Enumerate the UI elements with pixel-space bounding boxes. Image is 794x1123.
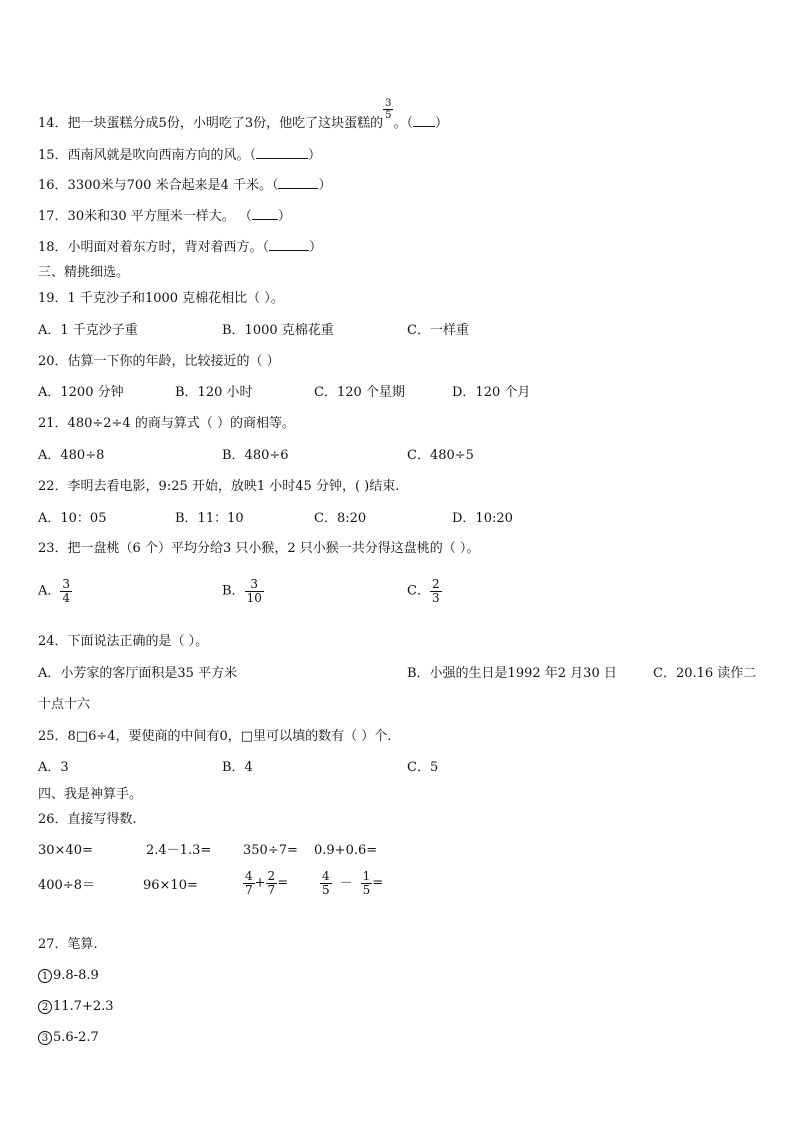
- calc-fraction-sum: [243, 870, 288, 897]
- option-24-b[interactable]: B．小强的生日是1992 年2 月30 日: [407, 666, 617, 681]
- written-calc-item-2: [38, 999, 114, 1015]
- question-15: [38, 147, 321, 164]
- option-20-d[interactable]: D．120 个月: [452, 385, 531, 400]
- paren-close: ）: [277, 209, 291, 224]
- option-19-c[interactable]: C．一样重: [407, 323, 469, 338]
- question-19-stem: 19．1 千克沙子和1000 克棉花相比（ ）。: [38, 291, 284, 306]
- calc-0.9+0.6: 0.9+0.6=: [314, 843, 378, 858]
- option-24-a[interactable]: A．小芳家的客厅面积是35 平方米: [38, 666, 238, 681]
- fraction-4-7: [243, 870, 255, 897]
- fraction-denominator: 5: [385, 110, 392, 121]
- question-27-stem: 27．笔算.: [38, 937, 98, 952]
- question-20-stem: 20．估算一下你的年龄，比较接近的（ ）: [38, 354, 280, 369]
- question-15-text: 15．西南风就是吹向西南方向的风。（: [38, 148, 257, 163]
- paren-close: ）: [434, 116, 448, 131]
- question-25-stem: 25．8□6÷4，要使商的中间有0，□里可以填的数有（ ）个.: [38, 729, 392, 744]
- fraction-3-5: [383, 98, 393, 121]
- option-19-a[interactable]: A．1 千克沙子重: [38, 323, 138, 338]
- option-19-b[interactable]: B．1000 克棉花重: [222, 323, 334, 338]
- option-24-c[interactable]: C．20.16 读作二: [653, 666, 757, 681]
- section-4-heading: 四、我是神算手。: [38, 787, 143, 802]
- equals-sign: =: [372, 875, 384, 891]
- option-20-a[interactable]: A．1200 分钟: [38, 385, 124, 400]
- written-calc-item-3: [38, 1030, 99, 1046]
- minus-operator: －: [339, 875, 353, 891]
- option-label: C．: [407, 583, 430, 599]
- question-23-stem: 23．把一盘桃（6 个）平均分给3 只小猴，2 只小猴一共分得这盘桃的（ ）。: [38, 541, 480, 556]
- fraction-denominator: 7: [245, 883, 253, 897]
- answer-blank-16[interactable]: [278, 177, 318, 189]
- option-23-a[interactable]: [38, 578, 72, 605]
- paren-close: ）: [309, 240, 323, 255]
- answer-blank-15[interactable]: [256, 147, 308, 159]
- fraction-numerator: 4: [245, 869, 253, 883]
- option-25-c[interactable]: C．5: [407, 760, 439, 775]
- fraction-2-7: [266, 870, 278, 897]
- question-18-text: 18．小明面对着东方时，背对着西方。（: [38, 240, 270, 255]
- equals-sign: =: [277, 875, 289, 891]
- paren-close: ）: [308, 148, 322, 163]
- question-18: [38, 239, 322, 256]
- fraction-denominator: 3: [431, 591, 440, 605]
- answer-blank-14[interactable]: [413, 115, 435, 127]
- calc-400div8: 400÷8＝: [38, 878, 95, 893]
- fraction-numerator: 3: [250, 577, 259, 591]
- option-20-b[interactable]: B．120 小时: [175, 385, 253, 400]
- fraction-denominator: 5: [322, 883, 330, 897]
- fraction-numerator: 2: [431, 577, 440, 591]
- option-22-d[interactable]: D．10:20: [452, 511, 513, 526]
- option-22-c[interactable]: C．8:20: [314, 511, 367, 526]
- calc-96x10: 96×10=: [143, 878, 198, 893]
- circled-number-1: 1: [38, 969, 52, 983]
- option-22-a[interactable]: A．10：05: [38, 511, 107, 526]
- option-23-b[interactable]: [222, 578, 264, 605]
- written-calc-expression: 5.6-2.7: [53, 1030, 99, 1045]
- fraction-3-4: [60, 578, 72, 605]
- question-17-text: 17．30米和30 平方厘米一样大。 （: [38, 209, 252, 224]
- question-24-stem: 24．下面说法正确的是（ ）。: [38, 634, 209, 649]
- written-calc-item-1: [38, 968, 99, 984]
- fraction-1-5: [361, 870, 373, 897]
- question-14-tail: 。（: [393, 116, 413, 131]
- question-26-stem: 26．直接写得数.: [38, 812, 137, 827]
- option-21-c[interactable]: C．480÷5: [407, 448, 474, 463]
- calc-fraction-difference: [320, 870, 383, 897]
- option-24-c-continued: 十点十六: [38, 697, 91, 712]
- written-calc-expression: 11.7+2.3: [53, 999, 114, 1014]
- answer-blank-18[interactable]: [269, 239, 309, 251]
- option-22-b[interactable]: B．11：10: [175, 511, 244, 526]
- fraction-denominator: 4: [62, 591, 71, 605]
- fraction-numerator: 1: [362, 869, 371, 883]
- fraction-3-10: [245, 578, 264, 605]
- option-25-a[interactable]: A．3: [38, 760, 69, 775]
- fraction-numerator: 4: [322, 869, 330, 883]
- calc-2.4-1.3: 2.4－1.3=: [146, 843, 212, 858]
- circled-number-3: 3: [38, 1031, 52, 1045]
- fraction-2-3: [430, 578, 442, 605]
- question-17: [38, 208, 291, 225]
- section-3-heading: 三、精挑细选。: [38, 265, 130, 280]
- option-25-b[interactable]: B．4: [222, 760, 253, 775]
- fraction-numerator: 2: [267, 869, 276, 883]
- answer-blank-17[interactable]: [252, 208, 278, 220]
- plus-operator: +: [254, 875, 266, 891]
- question-14-text: 14．把一块蛋糕分成5份，小明吃了3份，他吃了这块蛋糕的: [38, 116, 384, 131]
- option-21-a[interactable]: A．480÷8: [38, 448, 105, 463]
- calc-350div7: 350÷7=: [243, 843, 298, 858]
- written-calc-expression: 9.8-8.9: [53, 968, 99, 983]
- calc-30x40: 30×40=: [38, 843, 93, 858]
- question-22-stem: 22．李明去看电影，9:25 开始，放映1 小时45 分钟，( )结束.: [38, 479, 400, 494]
- fraction-denominator: 10: [246, 591, 262, 605]
- option-21-b[interactable]: B．480÷6: [222, 448, 289, 463]
- fraction-numerator: 3: [62, 577, 71, 591]
- paren-close: ）: [318, 178, 332, 193]
- circled-number-2: 2: [38, 1000, 52, 1014]
- question-16-text: 16．3300米与700 米合起来是4 千米。（: [38, 178, 279, 193]
- option-23-c[interactable]: [407, 578, 442, 605]
- fraction-denominator: 7: [267, 883, 276, 897]
- option-label: B．: [222, 583, 245, 599]
- question-14: [38, 98, 448, 135]
- option-20-c[interactable]: C．120 个星期: [314, 385, 405, 400]
- fraction-numerator: 3: [385, 98, 392, 109]
- question-21-stem: 21．480÷2÷4 的商与算式（ ）的商相等。: [38, 416, 295, 431]
- fraction-4-5: [320, 870, 332, 897]
- question-16: [38, 177, 332, 194]
- option-label: A．: [38, 583, 61, 599]
- fraction-denominator: 5: [362, 883, 371, 897]
